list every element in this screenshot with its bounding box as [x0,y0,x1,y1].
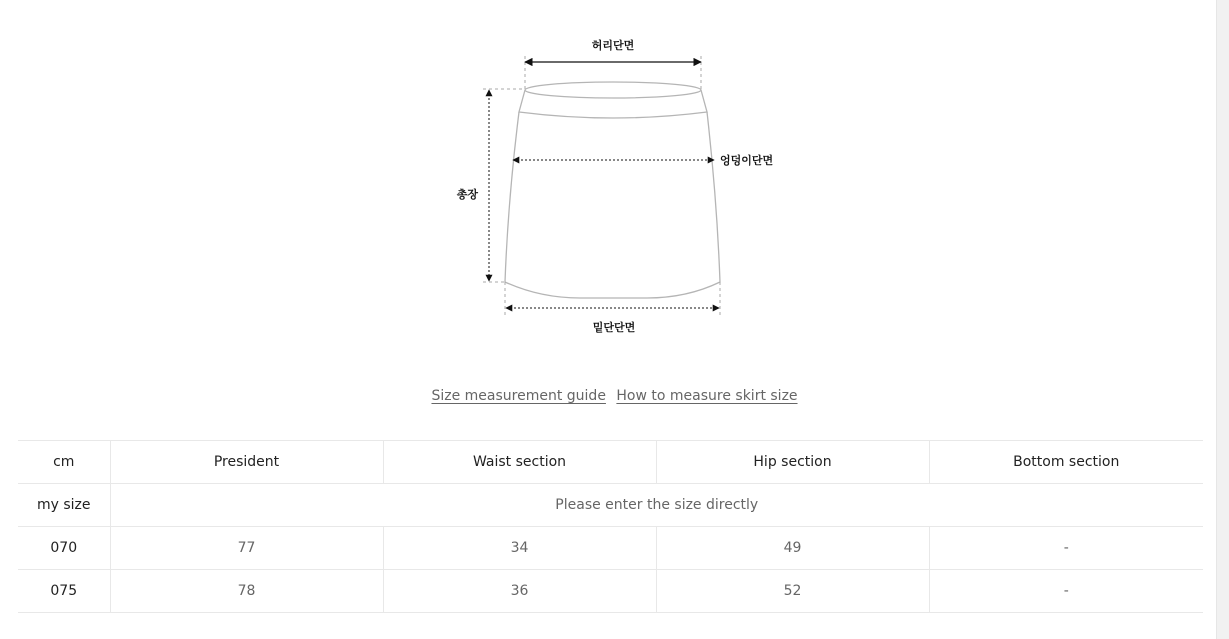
president-cell: 78 [110,570,383,613]
size-measurement-guide-link[interactable]: Size measurement guide [431,388,606,404]
my-size-input-note[interactable]: Please enter the size directly [110,484,1203,527]
table-header-row [18,441,1203,484]
table-row [18,570,1203,613]
header-waist-section: Waist section [383,441,656,484]
size-cell: 075 [18,570,110,613]
hip-cell: 52 [656,570,929,613]
bottom-cell: - [929,570,1203,613]
guide-links [0,388,1229,404]
size-cell: 070 [18,527,110,570]
header-president: President [110,441,383,484]
length-label: 총장 [456,188,478,201]
hip-label: 엉덩이단면 [720,154,774,167]
waist-cell: 36 [383,570,656,613]
header-cm: cm [18,441,110,484]
table-row [18,527,1203,570]
my-size-label: my size [18,484,110,527]
header-bottom-section: Bottom section [929,441,1203,484]
hip-cell: 49 [656,527,929,570]
hem-label: 밑단단면 [592,321,636,334]
president-cell: 77 [110,527,383,570]
my-size-row [18,484,1203,527]
skirt-shape [505,82,720,298]
how-to-measure-link[interactable]: How to measure skirt size [616,388,798,404]
waist-cell: 34 [383,527,656,570]
header-hip-section: Hip section [656,441,929,484]
size-table [18,440,1203,613]
scrollbar[interactable] [1216,0,1229,639]
bottom-cell: - [929,527,1203,570]
waist-label: 허리단면 [591,39,635,52]
